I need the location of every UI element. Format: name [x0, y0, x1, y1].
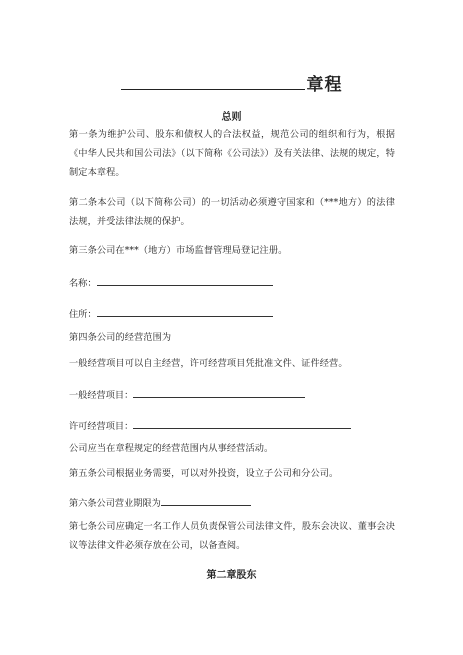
licensed-items-label: 许可经营项目： [69, 421, 134, 432]
chapter-2-heading: 第二章股东 [206, 570, 257, 581]
scope-note: 公司应当在章程规定的经营范围内从事经营活动。 [69, 443, 274, 454]
article-6-label: 第六条公司营业期限为 [69, 498, 161, 509]
address-blank-line [97, 306, 273, 317]
licensed-items-field [69, 418, 351, 434]
article-2: 第二条本公司（以下简称公司）的一切活动必须遵守国家和（***地方）的法律法规，并受法律法规的保护。 [69, 197, 395, 227]
article-4-title: 第四条公司的经营范围为 [69, 332, 172, 343]
address-label: 住所： [69, 309, 97, 320]
licensed-items-blank-line [133, 418, 351, 429]
general-items-blank-line [133, 387, 305, 398]
name-field [69, 275, 273, 291]
section-heading-general: 总则 [221, 112, 242, 123]
name-blank-line [97, 275, 273, 286]
company-name-blank [121, 73, 305, 90]
general-items-label: 一般经营项目： [69, 390, 134, 401]
article-1: 第一条为维护公司、股东和债权人的合法权益，规范公司的组织和行为，根据《中华人民共和国公司法》（以下简称《公司法》）及有关法律、法规的规定，特制定本章程。 [69, 129, 395, 178]
address-field [69, 306, 273, 322]
article-6-field [69, 495, 251, 511]
document-title [0, 70, 463, 95]
term-blank-line [161, 495, 251, 506]
article-4-description: 一般经营项目可以自主经营，许可经营项目凭批准文件、证件经营。 [69, 358, 348, 369]
article-7: 第七条公司应确定一名工作人员负责保管公司法律文件，股东会决议、董事会决议等法律文件必须存放在公司，以备查阅。 [69, 521, 395, 551]
general-items-field [69, 387, 305, 403]
title-suffix: 章程 [306, 75, 343, 95]
name-label: 名称： [69, 278, 97, 289]
article-5: 第五条公司根据业务需要，可以对外投资，设立子公司和分公司。 [69, 468, 339, 479]
article-3: 第三条公司在***（地方）市场监督管理局登记注册。 [69, 245, 288, 256]
